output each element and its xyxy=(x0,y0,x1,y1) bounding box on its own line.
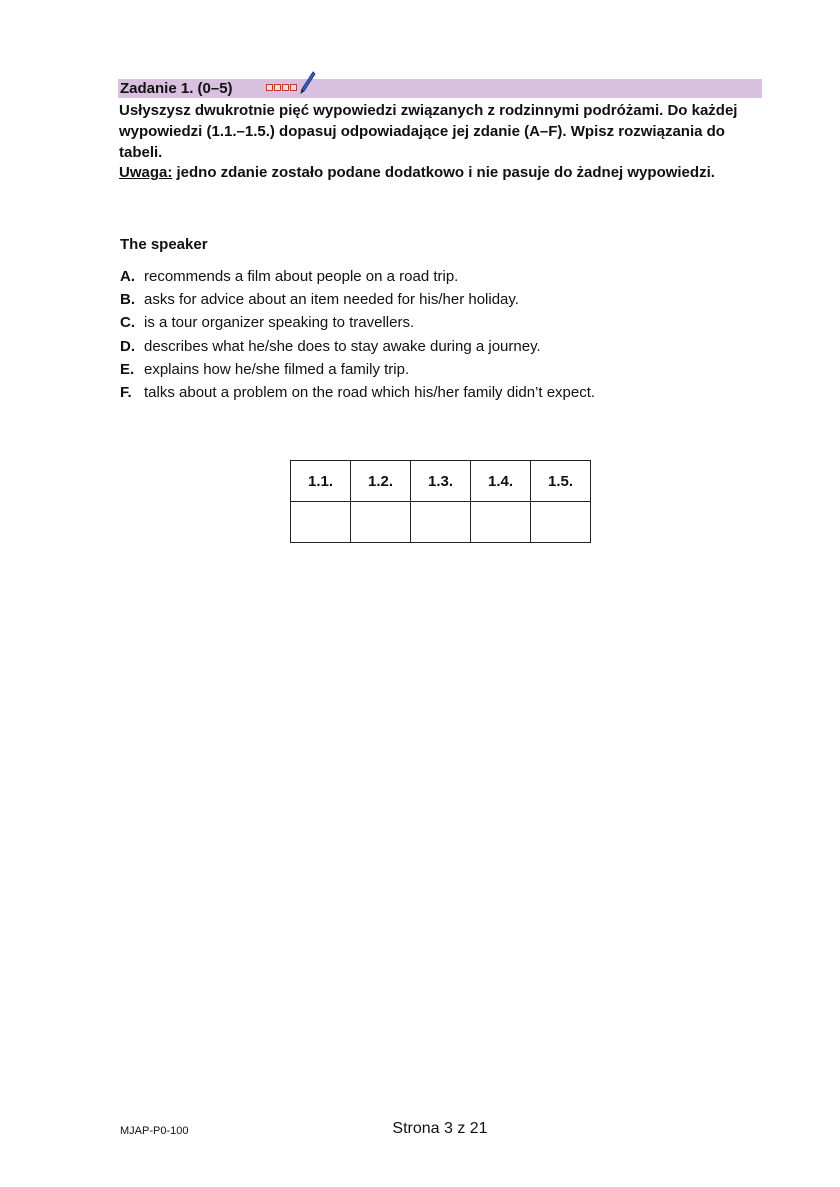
answer-header: 1.1. xyxy=(291,461,351,502)
checkbox-icon xyxy=(290,84,297,91)
option-letter: E. xyxy=(120,360,135,378)
answer-cell-1-4[interactable] xyxy=(471,502,531,543)
note-text: jedno zdanie zostało podane dodatkowo i nie pasuje do żadnej wypowiedzi. xyxy=(172,164,715,181)
note-label: Uwaga: xyxy=(119,164,173,181)
option-list xyxy=(120,266,595,405)
answer-cell-1-1[interactable] xyxy=(291,502,351,543)
answer-cell-1-5[interactable] xyxy=(531,502,591,543)
exam-code: MJAP-P0-100 xyxy=(120,1125,189,1137)
option-b xyxy=(120,289,595,312)
checkbox-icon xyxy=(274,84,281,91)
option-e xyxy=(120,359,595,382)
checkbox-icon xyxy=(282,84,289,91)
answer-header: 1.3. xyxy=(411,461,471,502)
option-letter: A. xyxy=(120,268,135,285)
option-text: asks for advice about an item needed for his/her holiday. xyxy=(144,291,519,309)
option-text: describes what he/she does to stay awake during a journey. xyxy=(144,337,541,355)
option-text: explains how he/she filmed a family trip. xyxy=(144,360,410,378)
option-f xyxy=(120,382,595,405)
option-text: talks about a problem on the road which his/her family didn’t expect. xyxy=(144,383,596,401)
option-a xyxy=(120,266,595,289)
answer-table-input-row xyxy=(291,502,591,543)
answer-header: 1.4. xyxy=(471,461,531,502)
option-c xyxy=(120,312,595,335)
score-checkboxes xyxy=(266,84,297,91)
option-text: is a tour organizer speaking to travellers. xyxy=(144,314,415,332)
answer-header: 1.5. xyxy=(531,461,591,502)
task-title: Zadanie 1. (0–5) xyxy=(120,80,233,97)
option-letter: C. xyxy=(120,314,135,332)
pen-icon xyxy=(300,71,316,95)
option-letter: B. xyxy=(120,291,135,309)
task-instructions: Usłyszysz dwukrotnie pięć wypowiedzi związanych z rodzinnymi podróżami. Do każdej wypowiedzi (1.1.–1.5.) dopasuj odpowiadające jej zdanie (A–F). Wpisz rozwiązania do tabeli. xyxy=(119,102,738,161)
answer-cell-1-2[interactable] xyxy=(351,502,411,543)
answer-header: 1.2. xyxy=(351,461,411,502)
page-number: Strona 3 z 21 xyxy=(392,1120,488,1137)
speaker-heading: The speaker xyxy=(120,236,208,253)
checkbox-icon xyxy=(266,84,273,91)
option-d xyxy=(120,336,595,359)
option-letter: F. xyxy=(120,383,132,401)
task-note xyxy=(119,162,764,183)
answer-table-header-row xyxy=(291,461,591,502)
option-text: recommends a film about people on a road trip. xyxy=(144,268,459,285)
answer-table xyxy=(290,460,591,543)
option-letter: D. xyxy=(120,337,135,355)
task-header xyxy=(118,79,762,98)
answer-cell-1-3[interactable] xyxy=(411,502,471,543)
